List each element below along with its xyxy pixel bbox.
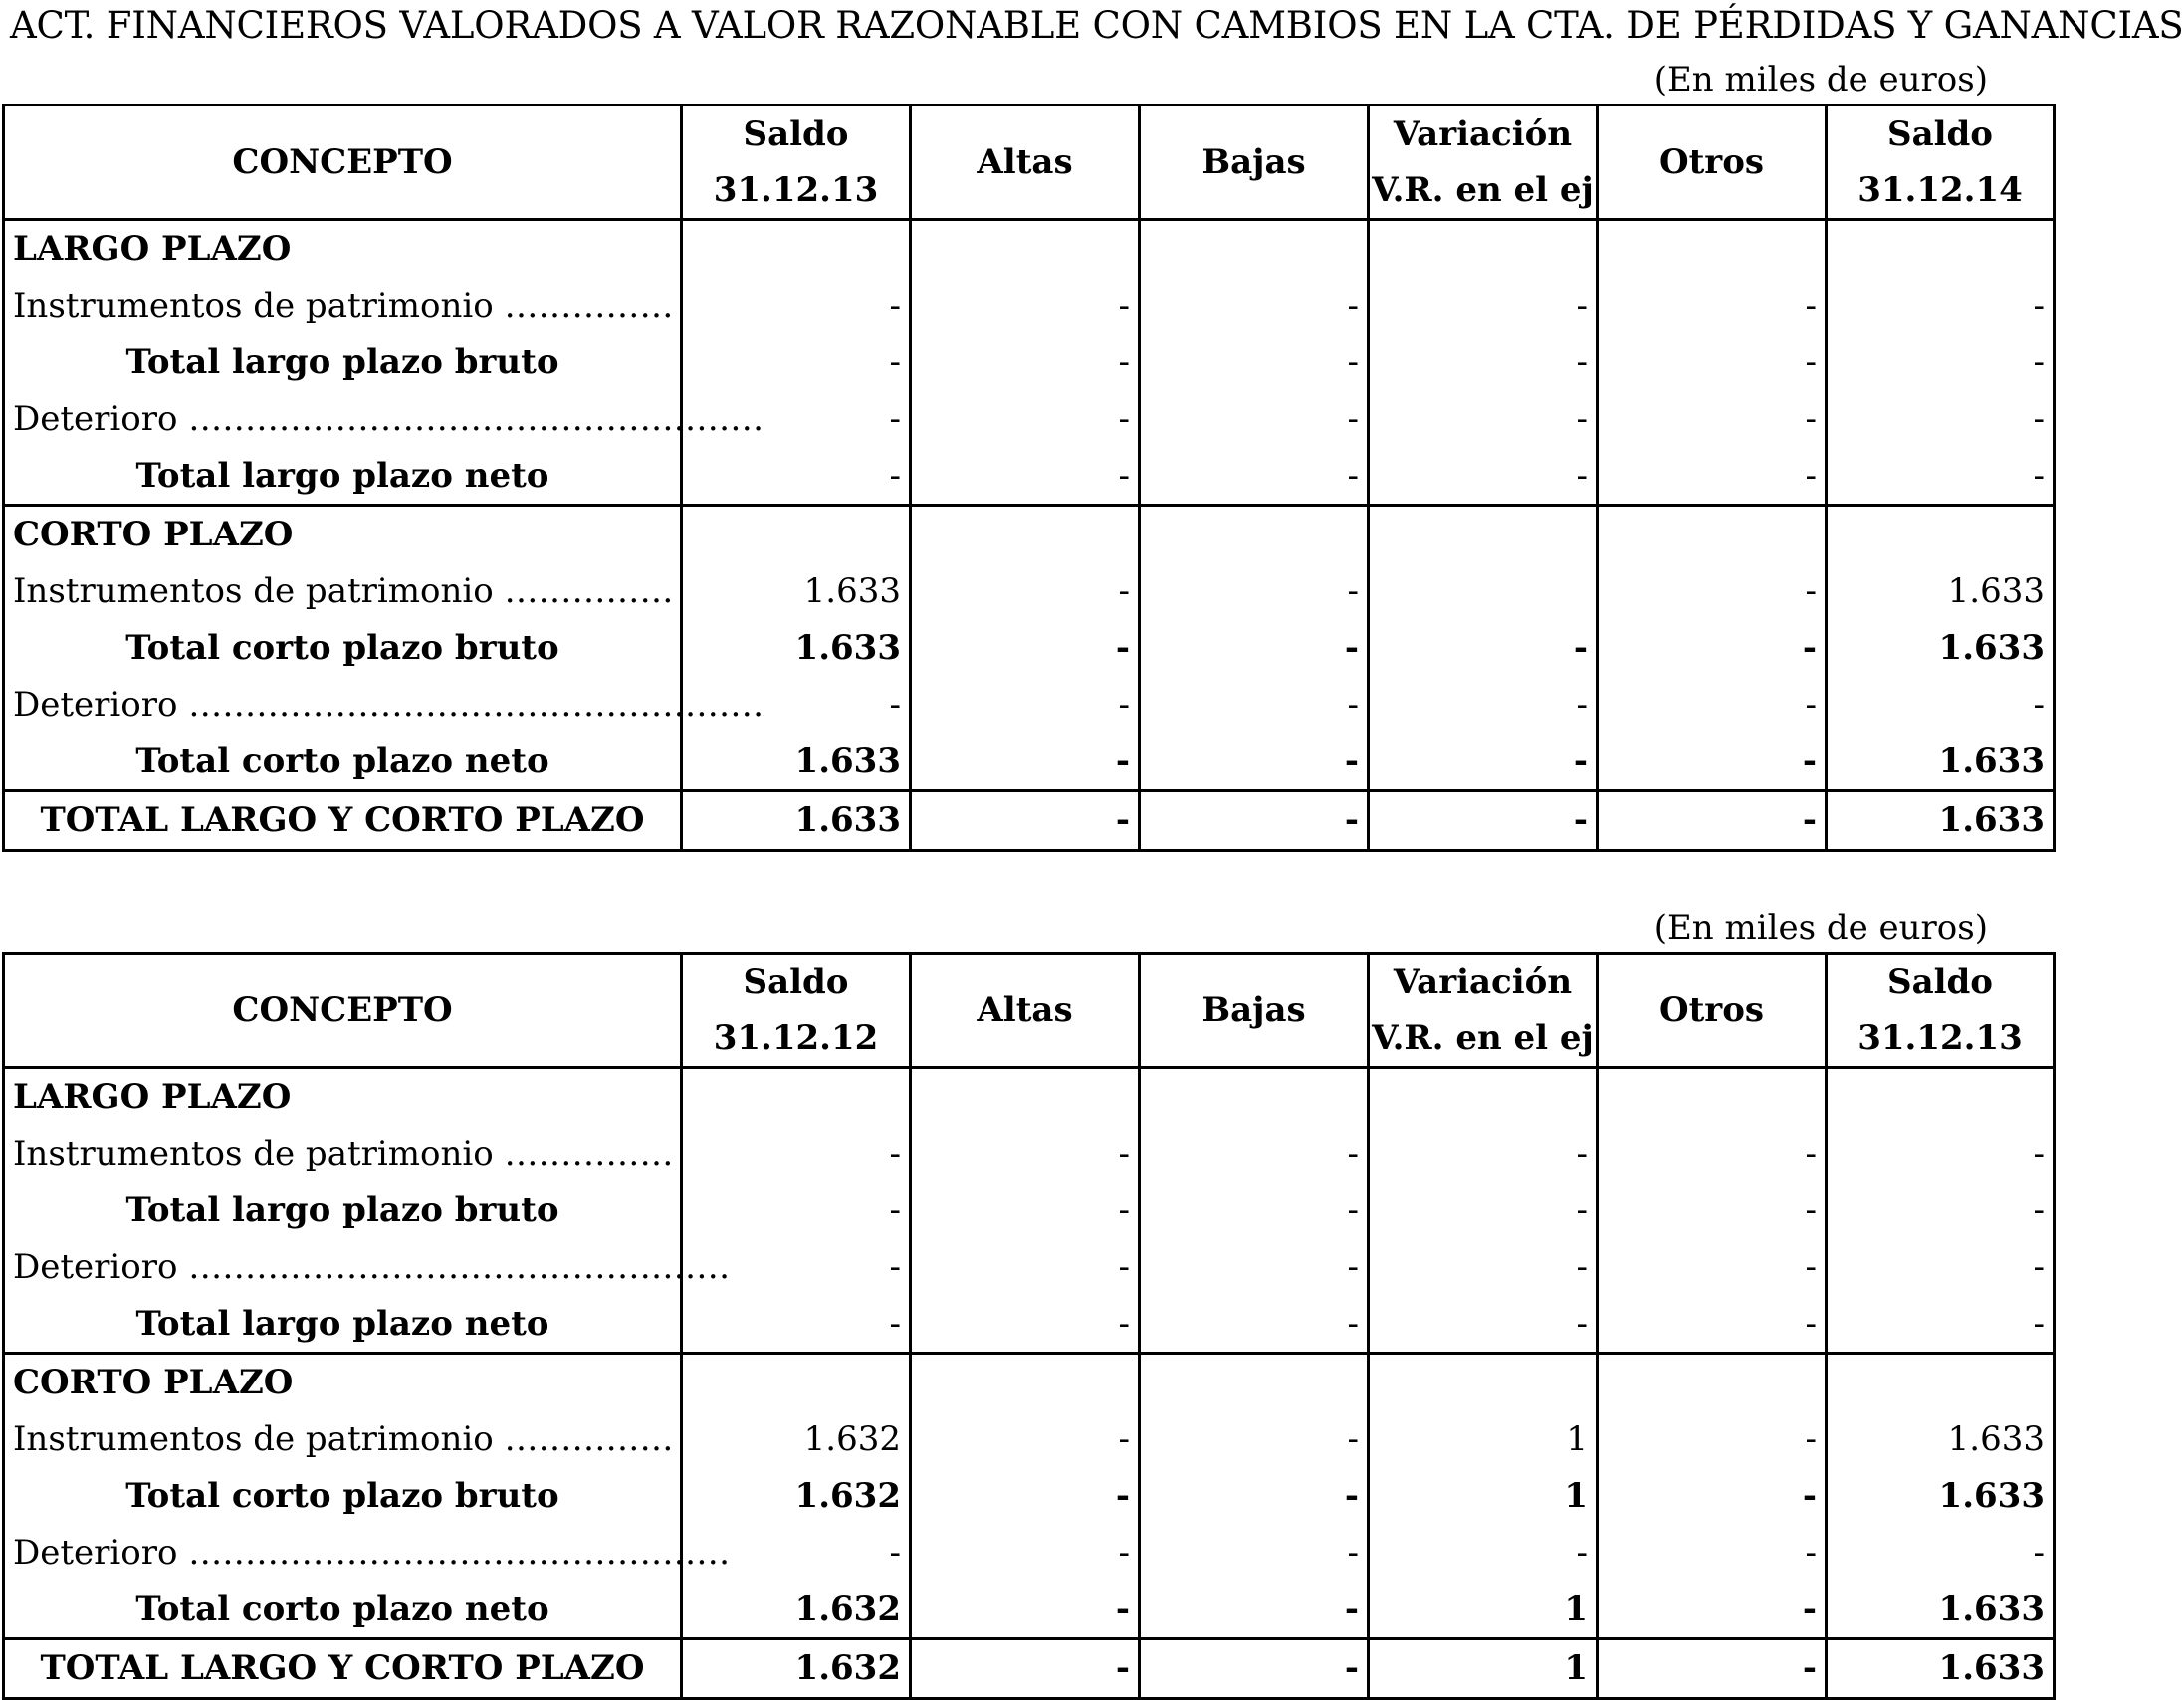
cell-value: - xyxy=(911,733,1140,790)
row-label: TOTAL LARGO Y CORTO PLAZO xyxy=(4,1638,682,1698)
col-header-variacion-line2: V.R. en el ej xyxy=(1372,1018,1594,1058)
cell-value: 1.633 xyxy=(1827,563,2055,620)
cell-value: - xyxy=(682,1295,911,1353)
cell-value: - xyxy=(1369,447,1598,505)
cell-value: 1.633 xyxy=(1827,1581,2055,1638)
cell-value xyxy=(682,1068,911,1126)
cell-value: 1.633 xyxy=(682,733,911,790)
col-header-saldo-final-line1: Saldo xyxy=(1887,114,1993,154)
row-label: Total largo plazo bruto xyxy=(4,1182,682,1239)
row-label: LARGO PLAZO xyxy=(4,1068,682,1126)
table-row xyxy=(4,733,2055,790)
cell-value: - xyxy=(1598,563,1827,620)
cell-value: - xyxy=(1827,1126,2055,1182)
cell-value: - xyxy=(1369,1238,1598,1295)
row-label: Deterioro …………………………………………… xyxy=(4,390,682,447)
cell-value: - xyxy=(1598,390,1827,447)
cell-value: - xyxy=(1369,278,1598,334)
cell-value: - xyxy=(1140,447,1369,505)
col-header-concepto: CONCEPTO xyxy=(4,106,682,220)
table-row xyxy=(4,220,2055,278)
cell-value: 1.632 xyxy=(682,1411,911,1468)
cell-value: - xyxy=(911,390,1140,447)
cell-value: - xyxy=(1140,1238,1369,1295)
col-header-variacion xyxy=(1369,954,1598,1068)
cell-value: - xyxy=(682,1126,911,1182)
cell-value: - xyxy=(1140,1524,1369,1581)
table-row xyxy=(4,1524,2055,1581)
cell-value: - xyxy=(1140,620,1369,677)
units-note-2: (En miles de euros) xyxy=(1653,908,1988,948)
cell-value: - xyxy=(682,1238,911,1295)
cell-value: 1.633 xyxy=(682,563,911,620)
col-header-otros: Otros xyxy=(1598,954,1827,1068)
row-label: Instrumentos de patrimonio …………… xyxy=(4,1411,682,1468)
cell-value: 1 xyxy=(1369,1581,1598,1638)
cell-value xyxy=(1369,505,1598,562)
cell-value: - xyxy=(1369,790,1598,850)
cell-value: - xyxy=(1598,620,1827,677)
cell-value: - xyxy=(1140,733,1369,790)
header-row xyxy=(4,106,2055,220)
col-header-altas: Altas xyxy=(911,954,1140,1068)
col-header-saldo-final xyxy=(1827,106,2055,220)
cell-value: - xyxy=(1827,1182,2055,1239)
col-header-concepto: CONCEPTO xyxy=(4,954,682,1068)
col-header-saldo-inicial-line2: 31.12.12 xyxy=(713,1018,879,1058)
cell-value: - xyxy=(682,676,911,733)
cell-value: - xyxy=(1598,1411,1827,1468)
cell-value: - xyxy=(682,447,911,505)
cell-value: - xyxy=(1598,676,1827,733)
cell-value: - xyxy=(1598,790,1827,850)
table-row xyxy=(4,620,2055,677)
cell-value: - xyxy=(1140,676,1369,733)
col-header-saldo-inicial xyxy=(682,954,911,1068)
col-header-saldo-final-line2: 31.12.14 xyxy=(1857,170,2023,210)
cell-value xyxy=(1140,1068,1369,1126)
cell-value: 1 xyxy=(1369,1638,1598,1698)
cell-value: 1 xyxy=(1369,1468,1598,1525)
cell-value: 1.633 xyxy=(682,790,911,850)
cell-value: - xyxy=(1598,1238,1827,1295)
cell-value: - xyxy=(1140,1581,1369,1638)
col-header-saldo-final-line1: Saldo xyxy=(1887,962,1993,1002)
cell-value: - xyxy=(1598,733,1827,790)
cell-value: - xyxy=(1827,390,2055,447)
cell-value: - xyxy=(1140,1638,1369,1698)
cell-value: - xyxy=(1369,1295,1598,1353)
cell-value: 1.633 xyxy=(1827,620,2055,677)
cell-value: - xyxy=(911,1638,1140,1698)
cell-value xyxy=(911,1353,1140,1410)
cell-value: 1.633 xyxy=(1827,733,2055,790)
row-label: Deterioro …………………………………………… xyxy=(4,676,682,733)
cell-value: - xyxy=(911,676,1140,733)
cell-value: - xyxy=(1369,390,1598,447)
cell-value: - xyxy=(1598,278,1827,334)
cell-value: 1.633 xyxy=(1827,790,2055,850)
units-note-1: (En miles de euros) xyxy=(1653,60,1988,100)
cell-value xyxy=(1140,505,1369,562)
row-label: Total largo plazo neto xyxy=(4,1295,682,1353)
row-label: Total largo plazo bruto xyxy=(4,334,682,391)
cell-value: - xyxy=(911,790,1140,850)
table-row xyxy=(4,447,2055,505)
cell-value: 1.633 xyxy=(1827,1411,2055,1468)
cell-value xyxy=(1827,220,2055,278)
row-label: Total corto plazo bruto xyxy=(4,620,682,677)
cell-value: - xyxy=(1140,334,1369,391)
col-header-variacion-line1: Variación xyxy=(1393,114,1573,154)
cell-value: 1.632 xyxy=(682,1468,911,1525)
col-header-saldo-final-line2: 31.12.13 xyxy=(1857,1018,2023,1058)
cell-value: - xyxy=(911,1126,1140,1182)
cell-value: - xyxy=(1598,1126,1827,1182)
cell-value: 1.632 xyxy=(682,1638,911,1698)
cell-value xyxy=(1598,1353,1827,1410)
cell-value: - xyxy=(682,1524,911,1581)
row-label: Total corto plazo bruto xyxy=(4,1468,682,1525)
cell-value xyxy=(1369,563,1598,620)
table-2014 xyxy=(2,104,2056,852)
cell-value xyxy=(1598,505,1827,562)
cell-value: - xyxy=(1369,1126,1598,1182)
col-header-saldo-inicial xyxy=(682,106,911,220)
cell-value xyxy=(1598,220,1827,278)
cell-value: - xyxy=(1140,563,1369,620)
page-title: ACT. FINANCIEROS VALORADOS A VALOR RAZONABLE CON CAMBIOS EN LA CTA. DE PÉRDIDAS Y GANANCIAS xyxy=(10,4,2184,47)
cell-value: 1 xyxy=(1369,1411,1598,1468)
cell-value xyxy=(682,505,911,562)
cell-value: - xyxy=(911,620,1140,677)
cell-value xyxy=(1598,1068,1827,1126)
cell-value: - xyxy=(1140,1295,1369,1353)
cell-value: - xyxy=(911,1182,1140,1239)
row-label: Total largo plazo neto xyxy=(4,447,682,505)
cell-value: - xyxy=(1369,676,1598,733)
cell-value: - xyxy=(1827,334,2055,391)
cell-value: - xyxy=(682,390,911,447)
col-header-saldo-final xyxy=(1827,954,2055,1068)
cell-value: - xyxy=(682,334,911,391)
col-header-variacion-line2: V.R. en el ej xyxy=(1372,170,1594,210)
row-label: TOTAL LARGO Y CORTO PLAZO xyxy=(4,790,682,850)
cell-value xyxy=(1369,1068,1598,1126)
cell-value: 1.633 xyxy=(1827,1638,2055,1698)
table-row xyxy=(4,278,2055,334)
cell-value: - xyxy=(911,1524,1140,1581)
cell-value: - xyxy=(911,1295,1140,1353)
cell-value: - xyxy=(682,278,911,334)
cell-value: - xyxy=(1369,620,1598,677)
cell-value xyxy=(1140,220,1369,278)
row-label: CORTO PLAZO xyxy=(4,1353,682,1410)
cell-value: - xyxy=(911,278,1140,334)
cell-value: - xyxy=(1140,1182,1369,1239)
header-row xyxy=(4,954,2055,1068)
row-label: Total corto plazo neto xyxy=(4,1581,682,1638)
table-row xyxy=(4,1238,2055,1295)
row-label: Instrumentos de patrimonio …………… xyxy=(4,563,682,620)
cell-value: - xyxy=(1827,1295,2055,1353)
col-header-variacion-line1: Variación xyxy=(1393,962,1573,1002)
cell-value: - xyxy=(1369,1182,1598,1239)
cell-value xyxy=(911,505,1140,562)
grand-total-row xyxy=(4,1638,2055,1698)
table-row xyxy=(4,1468,2055,1525)
cell-value: - xyxy=(911,334,1140,391)
cell-value: - xyxy=(1827,676,2055,733)
cell-value: 1.633 xyxy=(1827,1468,2055,1525)
row-label: Total corto plazo neto xyxy=(4,733,682,790)
cell-value: - xyxy=(1140,790,1369,850)
col-header-saldo-inicial-line1: Saldo xyxy=(743,114,849,154)
cell-value: 1.632 xyxy=(682,1581,911,1638)
cell-value: - xyxy=(1598,334,1827,391)
cell-value xyxy=(911,220,1140,278)
table-row xyxy=(4,563,2055,620)
cell-value xyxy=(1369,220,1598,278)
col-header-bajas: Bajas xyxy=(1140,954,1369,1068)
cell-value: - xyxy=(1827,1524,2055,1581)
cell-value: - xyxy=(1140,1468,1369,1525)
table-row xyxy=(4,1126,2055,1182)
cell-value: - xyxy=(1369,1524,1598,1581)
cell-value: - xyxy=(1598,1468,1827,1525)
table-row xyxy=(4,1581,2055,1638)
cell-value: - xyxy=(1827,1238,2055,1295)
table-row xyxy=(4,1353,2055,1410)
table-2013 xyxy=(2,952,2056,1700)
cell-value: - xyxy=(911,1238,1140,1295)
cell-value: - xyxy=(1140,390,1369,447)
cell-value: - xyxy=(1140,278,1369,334)
cell-value: - xyxy=(1827,278,2055,334)
cell-value: - xyxy=(911,563,1140,620)
table-row xyxy=(4,1068,2055,1126)
table-row xyxy=(4,505,2055,562)
cell-value: - xyxy=(1598,1638,1827,1698)
cell-value xyxy=(911,1068,1140,1126)
col-header-variacion xyxy=(1369,106,1598,220)
cell-value xyxy=(1140,1353,1369,1410)
row-label: Instrumentos de patrimonio …………… xyxy=(4,1126,682,1182)
cell-value: - xyxy=(682,1182,911,1239)
col-header-bajas: Bajas xyxy=(1140,106,1369,220)
cell-value xyxy=(1369,1353,1598,1410)
cell-value xyxy=(1827,1353,2055,1410)
cell-value: 1.633 xyxy=(682,620,911,677)
row-label: Instrumentos de patrimonio …………… xyxy=(4,278,682,334)
cell-value: - xyxy=(1598,1182,1827,1239)
table-row xyxy=(4,1182,2055,1239)
cell-value: - xyxy=(911,447,1140,505)
cell-value: - xyxy=(1369,733,1598,790)
table-row xyxy=(4,1411,2055,1468)
table-row xyxy=(4,334,2055,391)
cell-value xyxy=(682,1353,911,1410)
table-row xyxy=(4,390,2055,447)
cell-value: - xyxy=(1140,1411,1369,1468)
cell-value: - xyxy=(911,1411,1140,1468)
cell-value: - xyxy=(1827,447,2055,505)
col-header-saldo-inicial-line1: Saldo xyxy=(743,962,849,1002)
col-header-saldo-inicial-line2: 31.12.13 xyxy=(713,170,879,210)
cell-value: - xyxy=(1140,1126,1369,1182)
cell-value: - xyxy=(1369,334,1598,391)
row-label: LARGO PLAZO xyxy=(4,220,682,278)
table-row xyxy=(4,676,2055,733)
cell-value: - xyxy=(1598,447,1827,505)
cell-value xyxy=(1827,1068,2055,1126)
cell-value: - xyxy=(1598,1295,1827,1353)
cell-value: - xyxy=(1598,1581,1827,1638)
table-row xyxy=(4,1295,2055,1353)
col-header-altas: Altas xyxy=(911,106,1140,220)
cell-value xyxy=(682,220,911,278)
col-header-otros: Otros xyxy=(1598,106,1827,220)
cell-value: - xyxy=(911,1468,1140,1525)
cell-value xyxy=(1827,505,2055,562)
cell-value: - xyxy=(911,1581,1140,1638)
row-label: Deterioro ………………………………………… xyxy=(4,1524,682,1581)
cell-value: - xyxy=(1598,1524,1827,1581)
row-label: CORTO PLAZO xyxy=(4,505,682,562)
grand-total-row xyxy=(4,790,2055,850)
row-label: Deterioro ………………………………………… xyxy=(4,1238,682,1295)
